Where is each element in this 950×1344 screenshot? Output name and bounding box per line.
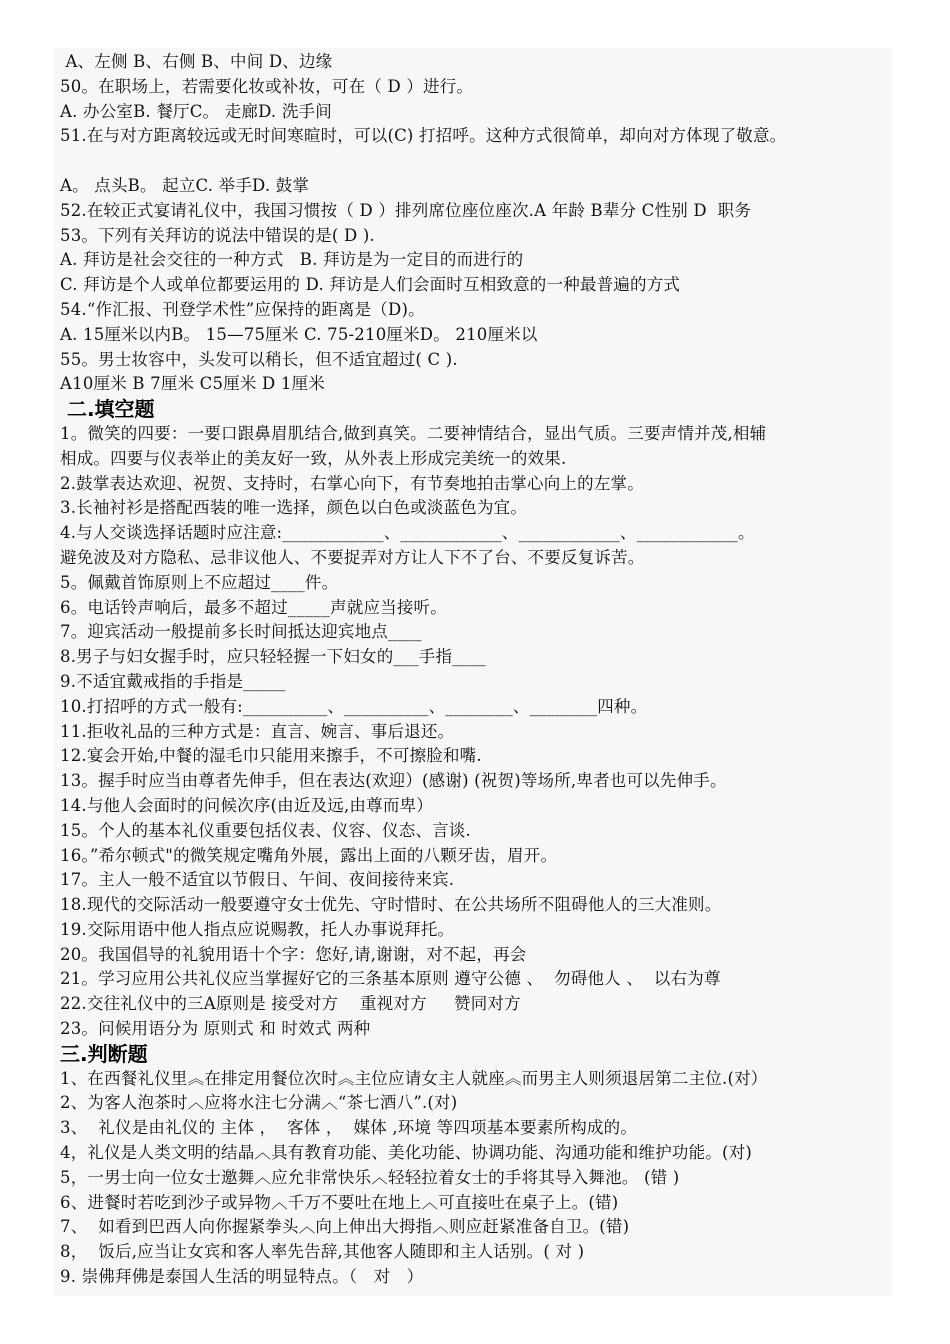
fill-line: 7。迎宾活动一般提前多长时间抵达迎宾地点____ [60,622,422,642]
fill-line: 2.鼓掌表达欢迎、祝贺、支持时，右掌心向下，有节奏地拍击掌心向上的左掌。 [60,473,644,493]
mc-line: A. 15厘米以内B。 15—75厘米 C. 75-210厘米D。 210厘米以 [60,324,538,344]
fill-line: 1。微笑的四要：一要口跟鼻眉肌结合,做到真笑。二要神情结合，显出气质。三要声情并茂,相辅 [60,423,767,443]
mc-line: 53。下列有关拜访的说法中错误的是( D ). [60,225,375,245]
tf-line: 5，一男士向一位女士邀舞︿应允非常快乐︿轻轻拉着女士的手将其导入舞池。 (错 ) [60,1167,680,1187]
document-page [54,48,892,1296]
fill-line: 3.长袖衬衫是搭配西装的唯一选择，颜色以白色或淡蓝色为宜。 [60,498,528,518]
fill-line: 18.现代的交际活动一般要遵守女士优先、守时惜时、在公共场所不阻碍他人的三大准则。 [60,895,722,915]
tf-line: 8， 饭后,应当让女宾和客人率先告辞,其他客人随即和主人话别。( 对 ) [60,1242,585,1262]
fill-line: 8.男子与妇女握手时，应只轻轻握一下妇女的___手指____ [60,647,486,667]
tf-line: 3、 礼仪是由礼仪的 主体 ， 客体 ， 媒体 ,环境 等四项基本要素所构成的。 [60,1118,638,1138]
fill-line: 17。主人一般不适宜以节假日、午间、夜间接待来宾. [60,870,455,890]
fill-line: 4.与人交谈选择话题时应注意:____________、____________、____________、____________。 [60,523,755,543]
fill-line: 11.拒收礼品的三种方式是：直言、婉言、事后退还。 [60,721,455,741]
fill-line: 20。我国倡导的礼貌用语十个字：您好,请,谢谢，对不起，再会 [60,944,527,964]
fill-line: 相成。四要与仪表举止的美友好一致，从外表上形成完美统一的效果. [60,448,567,468]
document-content [60,50,892,1290]
fill-line: 12.宴会开始,中餐的湿毛巾只能用来擦手，不可擦脸和嘴. [60,746,482,766]
fill-line: 22.交往礼仪中的三A原则是 接受对方 重视对方 赞同对方 [60,994,521,1014]
fill-line: 6。电话铃声响后，最多不超过_____声就应当接听。 [60,597,447,617]
fill-line: 19.交际用语中他人指点应说赐教，托人办事说拜托。 [60,919,455,939]
fill-line: 9.不适宜戴戒指的手指是_____ [60,671,286,691]
fill-line: 16。”希尔顿式"的微笑规定嘴角外展，露出上面的八颗牙齿，眉开。 [60,845,558,865]
mc-line: A。 点头B。 起立C. 举手D. 鼓掌 [60,175,310,195]
mc-line: 51.在与对方距离较远或无时间寒暄时，可以(C) 打招呼。这种方式很简单，却向对方体现了敬意。 [60,126,787,146]
fill-line: 10.打招呼的方式一般有:__________、__________、________、________四种。 [60,696,648,716]
mc-line: 55。男士妆容中，头发可以稍长，但不适宜超过( C ). [60,349,458,369]
fill-line: 5。佩戴首饰原则上不应超过____件。 [60,572,339,592]
tf-line: 4，礼仪是人类文明的结晶︿具有教育功能、美化功能、协调功能、沟通功能和维护功能。(对) [60,1143,752,1163]
mc-line: 50。在职场上，若需要化妆或补妆，可在（ D ）进行。 [60,76,474,96]
fill-line: 13。握手时应当由尊者先伸手，但在表达(欢迎）(感谢) (祝贺)等场所,卑者也可以先伸手。 [60,771,727,791]
mc-line: A. 拜访是社会交往的一种方式 B. 拜访是为一定目的而进行的 [60,250,524,270]
tf-line: 1、在西餐礼仪里︽在排定用餐位次时︽主位应请女主人就座︽而男主人则须退居第二主位.(对） [60,1068,768,1088]
fill-line: 14.与他人会面时的问候次序(由近及远,由尊而卑） [60,795,433,815]
fill-line: 15。个人的基本礼仪重要包括仪表、仪容、仪态、言谈. [60,820,471,840]
mc-line: A10厘米 B 7厘米 C5厘米 D 1厘米 [60,374,326,394]
fill-line: 避免波及对方隐私、忌非议他人、不要捉弄对方让人下不了台、不要反复诉苦。 [60,547,645,567]
mc-line: 52.在较正式宴请礼仪中，我国习惯按（ D ）排列席位座位座次.A 年龄 B辈分 C性别 D 职务 [60,200,752,220]
mc-line: A、左侧 B、右侧 B、中间 D、边缘 [60,52,333,71]
fill-line: 21。学习应用公共礼仪应当掌握好它的三条基本原则 遵守公德 、 勿碍他人 、 以右为尊 [60,969,721,989]
fill-line: 23。问候用语分为 原则式 和 时效式 两种 [60,1019,371,1039]
tf-line: 7、 如看到巴西人向你握紧拳头︿向上伸出大拇指︿则应赶紧准备自卫。(错) [60,1217,630,1237]
tf-line: 9. 崇佛拜佛是泰国人生活的明显特点。（ 对 ） [60,1267,424,1287]
tf-line: 2、为客人泡茶时︿应将水注七分满︿“茶七酒八”.(对) [60,1093,458,1113]
blank-line [60,149,892,174]
section-heading-fill-in: 二.填空题 [60,397,155,422]
mc-line: C. 拜访是个人或单位都要运用的 D. 拜访是人们会面时互相致意的一种最普遍的方式 [60,275,681,295]
mc-line: 54.“作汇报、刊登学术性”应保持的距离是（D)。 [60,299,425,319]
mc-line: A. 办公室B. 餐厅C。 走廊D. 洗手间 [60,101,332,121]
section-heading-true-false: 三.判断题 [60,1041,148,1066]
tf-line: 6、进餐时若吃到沙子或异物︿千万不要吐在地上︿可直接吐在桌子上。(错) [60,1192,619,1212]
